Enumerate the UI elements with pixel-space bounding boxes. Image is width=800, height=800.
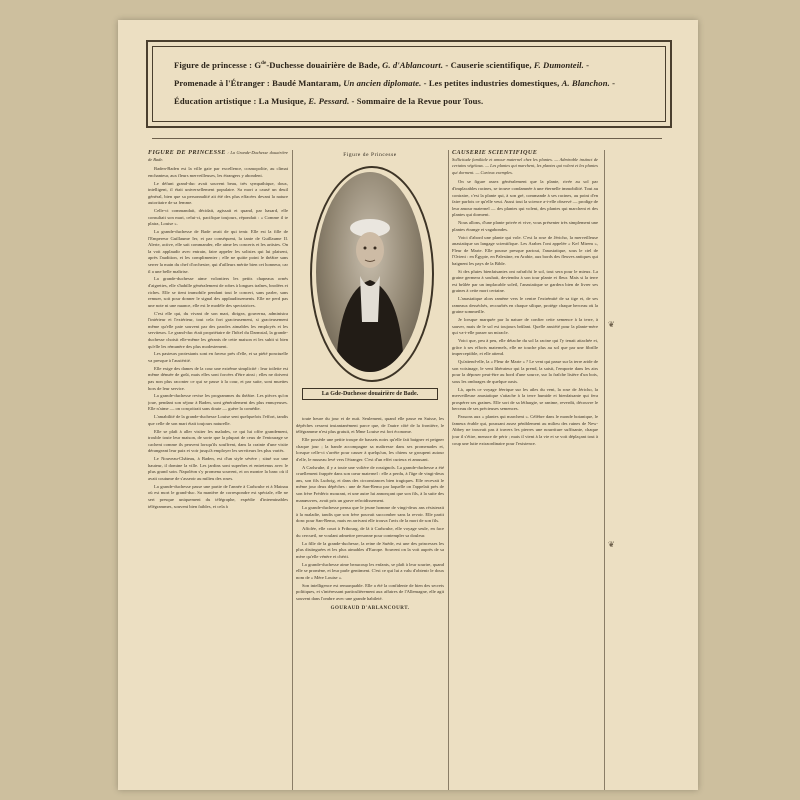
column-rule [292,150,293,790]
paragraph: L'amabilité de la grande-duchesse Louise sent quelquefois l'effort, tandis que celle de son mari était toujours naturelle. [148,414,288,426]
column-rule [604,150,605,790]
portrait-caption: La Gde-Duchesse douairière de Bade. [302,388,438,400]
newspaper-page [118,20,698,790]
article-science-title: CAUSERIE SCIENTIFIQUE [452,150,538,156]
article-signature: GOURAUD D'ABLANCOURT. [330,606,410,612]
paragraph: Baden-Baden est la ville gaie par excellence, cosmopolite, au climat enchanteur, aux fleurs merveilleuses, les étrangers y abondent. [148,166,288,178]
border-ornament: ❦ [608,320,615,329]
paragraph: Le Nouveau-Château, à Baden, est d'un style sévère ; situé sur une hauteur, il domine la ville. Les jardins sont superbes et entretenus avec le plus grand soin. Napoléon s'y promena souvent, et on montre la banc où il avait coutume de s'asseoir au milieu des roses. [148,456,288,481]
paragraph: La grande-duchesse aime volontiers les petits chapeaux ornés d'aigrettes, elle s'habille généralement de robes à longues traînes, brodées et riches. Elle se tient immobile pendant tout le concert, sans parler, sans remuer, soit pour donner le signal des applaudissements. Elle ne perd pas une note ni une nuance, elle est le modèle des spectatrices. [148,276,288,308]
paragraph: Les pasteurs protestants sont en faveur près d'elle, et sa piété ponctuelle va presque à l'austérité. [148,351,288,363]
paragraph: La grande-duchesse revise les programmes du théâtre. Les pièces qu'on joue, pendant son séjour à Baden, sont généralement des plus ennuyeuses. Elle n'aime — on conçoitrait sans doute — guère la comédie. [148,393,288,412]
paragraph: Celle-ci commandait, décidait, agissait et quand, par hasard, elle consultait son mari, celui-ci, pacifique toujours, répondait : « Comme il te plaira, Louise ». [148,208,288,227]
paragraph: La grande-duchesse pensa que le jeune homme de vingt-deux ans résisterait à la maladie, tandis que son frère pouvait succomber sans la revoir. Elle partit donc pour San-Remo, mais en arrivant elle trouva l'avis de la mort de son fils. [296,505,444,524]
article-princess-continuation [296,416,444,790]
paragraph: C'est elle qui, du vivant de son mari, dirigea, gouverna, administra l'intérieur et l'extérieur, tout cela fort gracieusement, si gracieusement même qu'elle paie souvent par des paroles aimables les employés et les serviteurs. Le grand-duc était propriétaire de l'hôtel du Darmstal, la grande-duchesse choisit elle-même les gérants de cette maison et les subit si bien qu'elle les rémunère des plus modestement. [148,310,288,349]
column-rule [448,150,449,790]
paragraph: L'anastatique alors ramène vers le centre l'extrémité de sa tige et, de ses rameaux desséchés, recourbés en chaque silique, protège chaque berceau où la graine sommeille. [452,296,598,315]
summary-line-3: Éducation artistique : La Musique, E. Pessard. - Sommaire de la Revue pour Tous. [174,96,484,106]
paragraph: Je lorsque marquée par la nature de confier cette semence à la terre, à sauver, mais de le sol est toujours brûlant. Quelle anxiété pour la plante-mère qui va-t-elle passer un miracle. [452,317,598,336]
article-science-column [452,150,598,790]
paragraph: Elle possède une petite troupe de bassets noirs qu'elle fait baigner et peigner chaque jour ; la bande accompagne sa maîtresse dans ses promenades et, lorsque celle-ci s'arrête pour causer à quelqu'un, les chiens se groupent autour d'elle, le museau levé vers l'étranger. C'est d'un effet curieux et amusant. [296,436,444,462]
duchess-portrait-image [316,172,424,372]
paragraph: Elle exige des dames de la cour une extrême simplicité : leur toilette est même dénuée de goût, mais elles sont forcées d'être ainsi ; elles ne doivent pas non plus raconter ce qui se passe à la cour, et par suite, sont muettes hors de leur service. [148,365,288,391]
article-science-subtitle: Sollicitude familiale et amour maternel chez les plantes. — Admirable instinct de certains végétaux. — Les plantes qui marchent, les plantes qui volent et les plantes qui dorment. — Curieux exemples. [452,156,598,175]
article-princess-column [148,150,288,790]
portrait-frame [296,150,444,408]
article-princess-subtitle: : La Grande-Duchesse douairière de Bade. [148,150,288,162]
paragraph: On se figure assez généralement que la plante, rivée au sol par d'implacables racines, se trouve condamnée à une éternelle immobilité. Tout au contraire, c'est la plante qui, à son gré, commande à ses racines, au point d'en faire parfois ce qu'elle veut. Aussi tout la science a-t-elle observé — prodige de leur amour maternel — des plantes qui volent, des plantes qui marchent et des plantes qui dorment. [452,179,598,218]
border-ornament: ❦ [608,540,615,549]
summary-line-2: Promenade à l'Étranger : Baudé Mantaram, Un ancien diplomate. - Les petites industries domestiques, A. Blanchon. - [174,78,616,88]
paragraph: Le défunt grand-duc avait souvent beau, très sympathique, doux, intelligent, il était universellement populaire. Sa mort a causé un deuil général, bien que sa personnalité ait été des plus effacées devant la nature autoritaire de sa femme. [148,180,288,206]
article-princess-heading [148,150,288,163]
paragraph: Si des pluies bienfaisantes ont rafraîchi le sol, tout sera pour le mieux. La graine germera à souhait, deviendra à son tour plante et fleur. Mais si la terre est brûlée par un implacable soleil, l'anastatique se gardera bien de livrer ses graines à cette mort certaine. [452,268,598,294]
paragraph: Voici que, peu à peu, elle détache du sol la racine qui l'y tenait attachée et, grâce à ses efforts maternels, elle ne touche plus au sol que par une fibrille imperceptible, et elle attend. [452,338,598,357]
paragraph: Qu'attend-elle, la « Fleur de Marie » ? Le vent qui passe sur la terre aride de son voisinage, le vent libérateur qui la prend, la saisit, l'emporte dans les airs pour la déposer peut-être au bord d'une source, sur la fraîche lisière d'un bois, sous les ombrages de quelque oasis. [452,359,598,384]
paragraph: Nous allons, d'une plante privée et vive, vous présenter très simplement une plantes étrange et vagabondes. [452,220,598,232]
paragraph: Son intelligence est remarquable. Elle a été la confidente de bien des secrets politiques, et s'intéressant particulièrement aux affaires de l'Allemagne, elle agit souvent dans l'ombre avec une grande habileté. [296,582,444,601]
header-divider [152,138,662,139]
paragraph: Là, après ce voyage féerique sur les ailes du vent, la rose de Jéricho, la merveilleuse anastatique s'attache à la terre humide et bienfaisante qui fera prospérer ses graines. Elle sort de sa léthargie, se ranime, reverdit, découvre le berceau de ses précieuses semences. [452,386,598,412]
paragraph: Affolée, elle court à Fribourg, de là à Carlsruhe, elle voyage seule, en face du cercueil, ne voulant admettre personne pour contempler sa douleur. [296,526,444,538]
paragraph: Elle se plaît à aller visiter les malades, ce qui lui offre grandement, trouble toute leur maison, de sorte que la plupart de ceux de l'entourage se cachent comme ils peuvent lorsqu'ils souffrent, dans la crainte d'une visite dérangeant leur paix et voir jusqu'à employer les serviteurs les plus variés. [148,428,288,454]
paragraph: La fille de la grande-duchesse, la reine de Suède, est une des princesses les plus distinguées et les plus aimables d'Europe. Souvent on la voit auprès de sa mère qu'elle vénère et chérit. [296,540,444,559]
article-princess-title: FIGURE DE PRINCESSE [148,150,226,156]
summary-box [146,40,672,128]
paragraph: Voici d'abord une plante qui vole. C'est la rose de Jéricho, la merveilleuse anastatique un langage scientifique. Les Arabes l'ont appelée « Kef Mirem », Fleur de Marie. Elle pousse presque partout, l'anastatique, sous le ciel de l'Orient : en Égypte, en Palestine, en Arabie, aux bords des fleuves antiques qui baignent les pays de la Bible. [452,234,598,266]
paragraph: A Carlsruhe, il y a toute une volière de rossignols. La grande-duchesse a été cruellement frappée dans son cœur maternel : elle a perdu, à l'âge de vingt-deux ans, son fils Ludwig, et dans des circonstances bien tragiques. Elle recevait le même jour deux dépêches : une de San-Remo par laquelle on l'appelait près de son frère Frédéric mourant, et une autre lui annonçant que son fils, à la suite des manœuvres, avait pris un grave refroidissement. [296,464,444,503]
paragraph: toute heure du jour et de nuit. Seulement, quand elle passe en Suisse, les dépêches cessent instantanément parce que, de l'autre côté de la frontière, le télégramme n'est plus gratuit, et Mme Louise est fort économe. [296,416,444,435]
paragraph: La grande-duchesse de Bade avait de qui tenir. Elle est la fille de l'Empereur Guillaume Ier, et par conséquent, la tante de Guillaume II. Alerte, active, elle sait commander, elle aime les concerts et les artistes. On la voit applaudir avec entrain, faire appeler les solistes qui lui plaisent, après l'audition, et les complimenter ; elle ne quitte point le théâtre sans serrer la main du chef d'orchestre, qui d'ailleurs mérite bien cet honneur, car il a une belle maîtrise. [148,229,288,274]
paragraph: La grande-duchesse aime beaucoup les enfants, se plaît à leur sourire, quand elle se promène, et leur parle gentiment. C'est ce qui lui a valu d'obtenir le doux nom de « Mère Louise ». [296,561,444,580]
summary-line-1: Figure de princesse : $G^{de}$-Duchesse douairière de Bade, G. d'Ablancourt. - Causerie scientifique, F. Dumonteil. - [174,60,590,70]
paragraph: Passons aux « plantes qui marchent ». Célèbre dans le monde botanique, le fameux érable qui, poussant assez péniblement au milieu des ruines de New-Abbey ne trouvait pas à travers les pierres une nourriture suffisante, chaque jour il s'étire, menace de périr ; mais il vient à la vie et se voit déplaçant tout à coup une lutte extraordinaire pour l'existence. [452,414,598,446]
portrait-photo [316,172,424,372]
portrait-frame-title: Figure de Princesse [343,152,397,158]
paragraph: La grande-duchesse passe une partie de l'année à Carlsruhe et à Mainau où est mort le grand-duc. Sa manière de correspondre est spéciale, elle ne sert presque uniquement du télégraphe, expédie d'interminables télégrammes, souvent bien faibles, et cela à [148,483,288,509]
